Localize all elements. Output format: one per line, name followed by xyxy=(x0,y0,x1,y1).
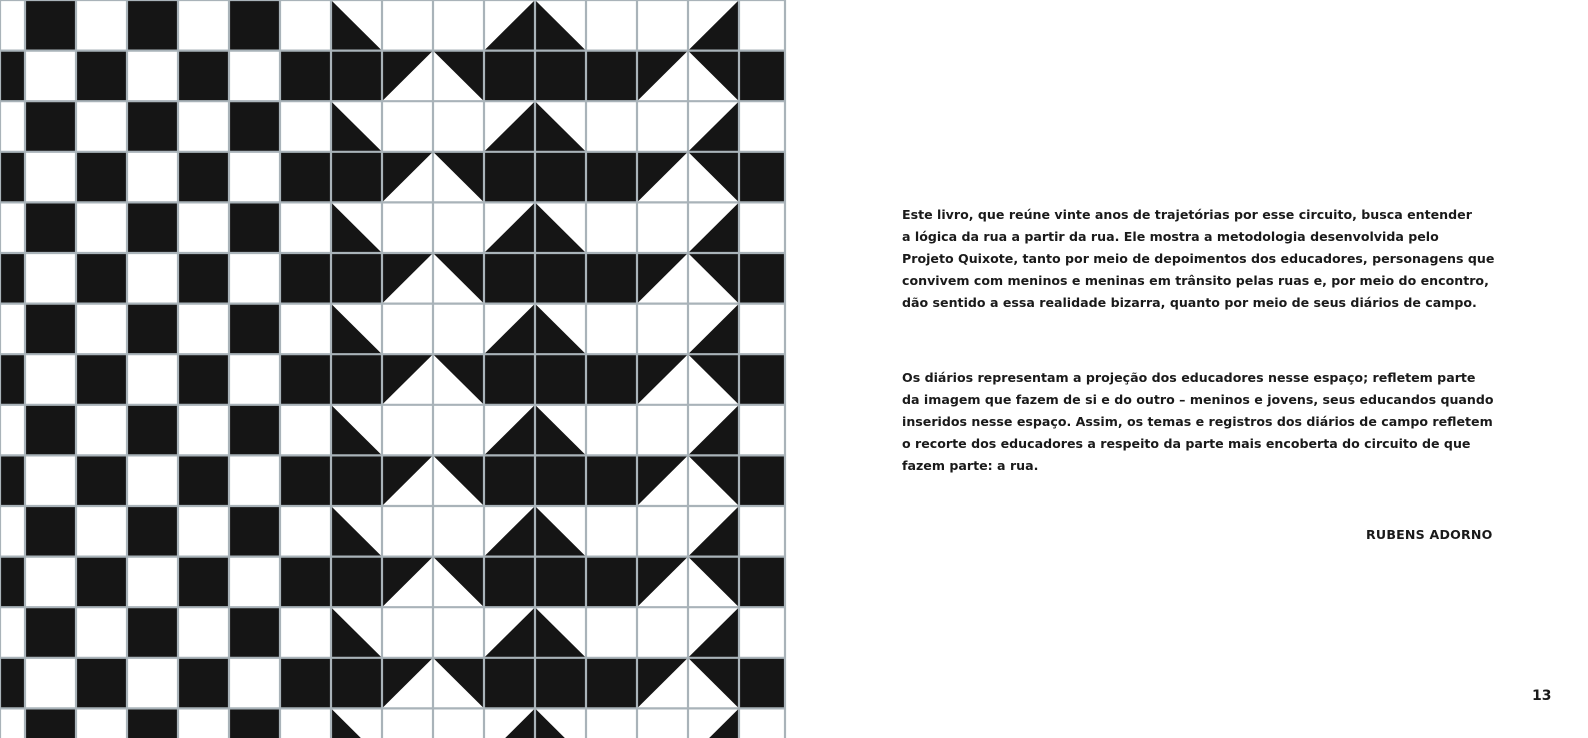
page-number: 13 xyxy=(1532,688,1552,704)
intro-paragraph xyxy=(902,204,1494,314)
intro-paragraph-line: Projeto Quixote, tanto por meio de depoimentos dos educadores, personagens que xyxy=(902,251,1495,266)
diaries-paragraph-line: fazem parte: a rua. xyxy=(902,458,1039,473)
diaries-paragraph-line: inseridos nesse espaço. Assim, os temas e registros dos diários de campo refletem xyxy=(902,414,1493,429)
intro-paragraph-line: a lógica da rua a partir da rua. Ele mostra a metodologia desenvolvida pelo xyxy=(902,229,1439,244)
diaries-paragraph xyxy=(902,367,1494,477)
diaries-paragraph-line: Os diários representam a projeção dos educadores nesse espaço; refletem parte xyxy=(902,370,1476,385)
intro-paragraph-line: convivem com meninos e meninas em trânsito pelas ruas e, por meio do encontro, xyxy=(902,273,1489,288)
author-signature: RUBENS ADORNO xyxy=(1366,527,1493,542)
intro-paragraph-line: dão sentido a essa realidade bizarra, quanto por meio de seus diários de campo. xyxy=(902,295,1477,310)
intro-paragraph-line: Este livro, que reúne vinte anos de trajetórias por esse circuito, busca entender xyxy=(902,207,1472,222)
diaries-paragraph-line: da imagem que fazem de si e do outro – meninos e jovens, seus educandos quando xyxy=(902,392,1494,407)
diaries-paragraph-line: o recorte dos educadores a respeito da parte mais encoberta do circuito de que xyxy=(902,436,1471,451)
